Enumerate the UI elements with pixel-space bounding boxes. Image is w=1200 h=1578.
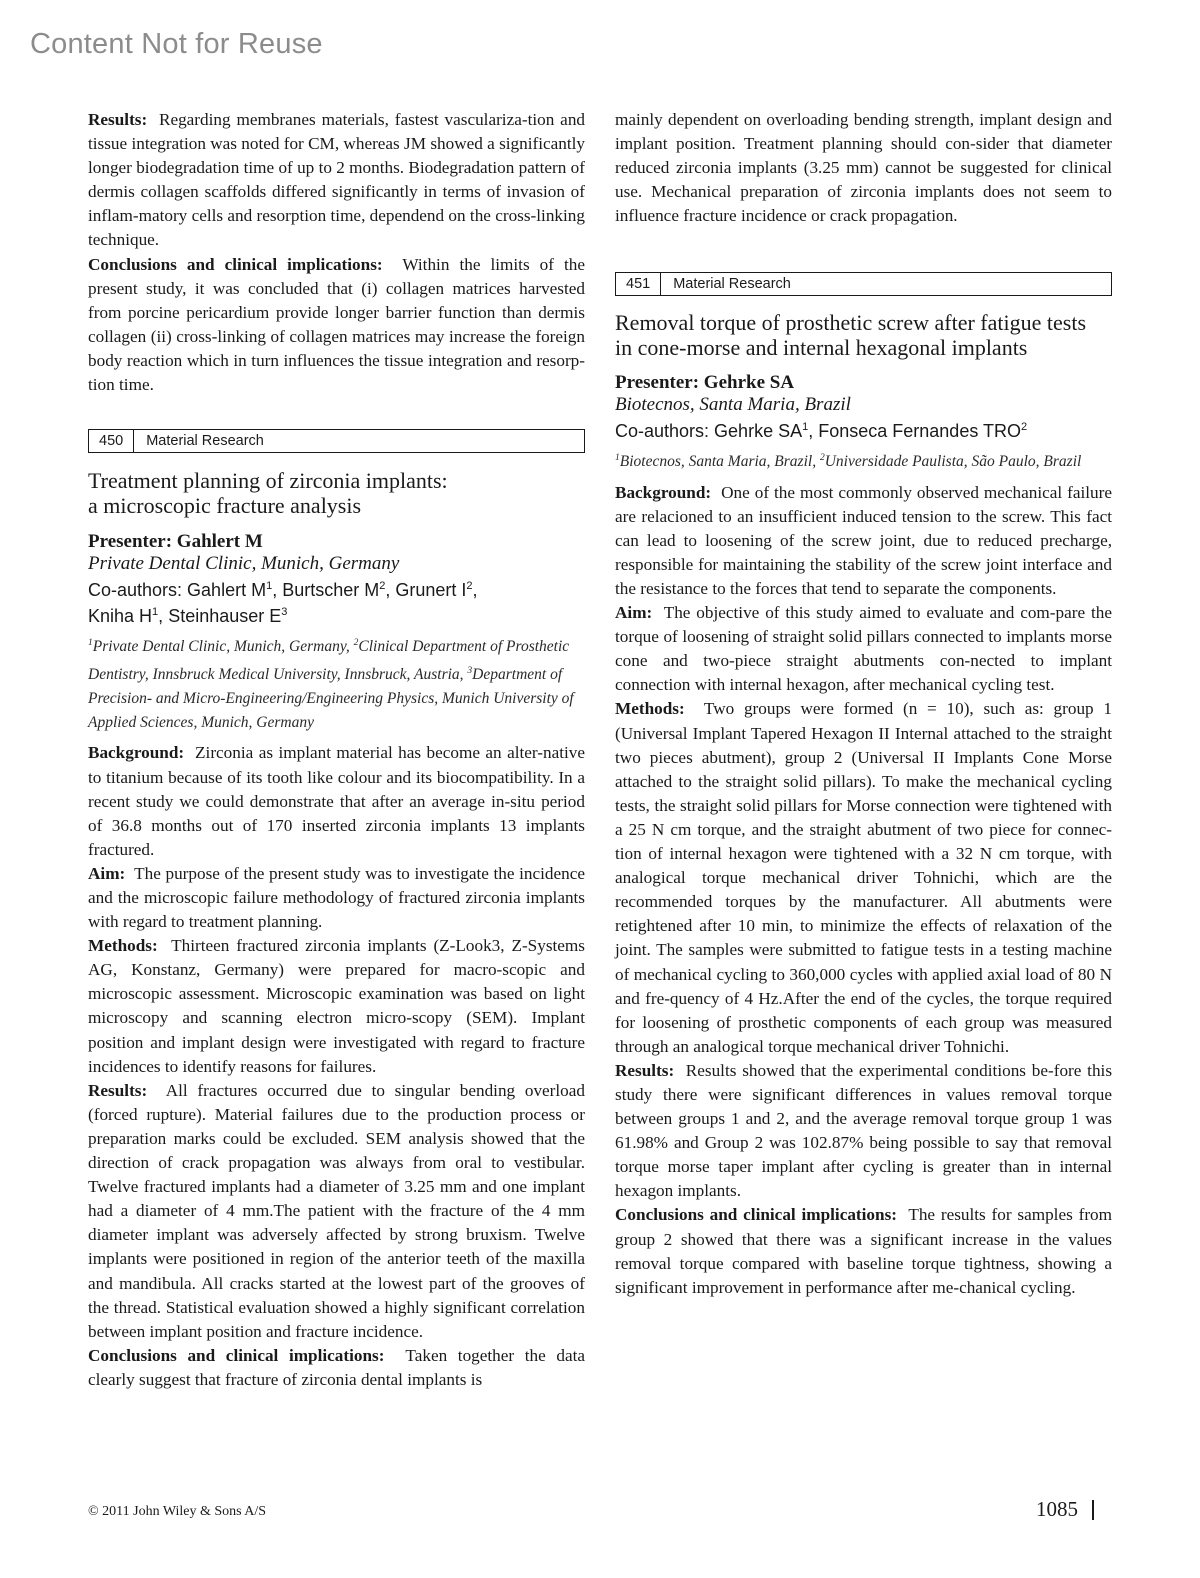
abstract-451-coauthors: Co-authors: Gehrke $SA^1$, Fonseca Fernandes TRO$^2$ bbox=[615, 421, 1028, 442]
abstract-450-conclusions: Conclusions and clinical implications: Taken together the data clearly suggest that fracture of zirconia dental implants is bbox=[88, 1345, 585, 1389]
prev-conclusions: Conclusions and clinical implications: Within the limits of the present study, it was concluded that (i) collagen matrices harvested from porcine pericardium provide longer barrier function than dermis collagen (ii) cross-linking of collagen matrices may increase the foreign body reaction which in turn influences the tissue integration and resorp-tion time. bbox=[88, 254, 585, 395]
abstract-450-results: Results: All fractures occurred due to singular bending overload (forced rupture). Material failures due to the production process or preparation marks could be excluded. SEM analysis showed that the direction of crack propagation was always from oral to vestibular. Twelve fractured implants had a diameter of 3.25 mm and one implant had a diameter of 4 mm.The patient with the fracture of the 4 mm diameter implant was adversely affected by strong bruxism. Twelve implants were positioned in region of the anterior teeth of the maxilla and mandibula. All cracks started at the lowest part of the grooves of the thread. Statistical evaluation showed a highly significant correlation between implant position and fracture incidence. bbox=[88, 1080, 585, 1341]
abstract-450-aim: Aim: The purpose of the present study was to investigate the incidence and the microscopic failure methodology of fractured zirconia implants with regard to treatment planning. bbox=[88, 863, 585, 932]
abstract-451-conclusions: Conclusions and clinical implications: The results for samples from group 2 showed that there was a significant increase in the values removal torque compared with baseline torque tightness, showing a significant improvement in performance after me-chanical cycling. bbox=[615, 1205, 1113, 1297]
abstract-451-results: Results: Results showed that the experimental conditions be-fore this study there were significant differences in values removal torque between groups 1 and 2, and the average removal torque group 1 was 61.98% and Group 2 was 102.87% being possible to say that removal torque morse taper implant after cycling is greater than in internal hexagon implants. bbox=[615, 1060, 1113, 1201]
abstract-450-presenter: Presenter: Gahlert M bbox=[88, 531, 263, 553]
abstract-451-methods: Methods: Two groups were formed (n = 10), such as: group 1 (Universal Implant Tapered Hexagon II Internal attached to the straight two pieces abutment), group 2 (Universal II Implants Cone Morse attached to the straight solid pillars). To make the mechanical cycling tests, the straight solid pillars for Morse connection were tightened with a 25 N cm torque, and the straight abutment of two piece for connec-tion of internal hexagon were tightened with a 32 N cm torque, with analogical torque mechanical driver Tohnichi, which are the recommended torques by the manufacturer. All abutments were retightened after 10 min, to minimize the effects of relaxation of the joint. The samples were submitted to fatigue tests in a testing machine of mechanical cycling to 360,000 cycles with applied axial load of 80 N and fre-quency of 4 Hz.After the end of the cycles, the torque required for loosening of prosthetic components of each group was measured through an analogical torque mechanical driver Tohnichi. bbox=[615, 699, 1112, 1056]
page-number-divider bbox=[1092, 1500, 1094, 1520]
abstract-451-aim: Aim: The objective of this study aimed to evaluate and com-pare the torque of loosening of straight solid pillars connected to implants morse cone and two-piece straight abutments con-nected to implant connection with internal hexagon, after mechanical cycling test. bbox=[615, 603, 1112, 695]
abstract-450-methods: Methods: Thirteen fractured zirconia implants (Z-Look3, Z-Systems AG, Konstanz, Germany) were prepared for macro-scopic and microscopic assessment. Microscopic examination was based on light microscopy and scanning electron micro-scopy (SEM). Implant position and implant design were investigated with regard to fracture incidences to identify reasons for failures. bbox=[88, 936, 585, 1076]
abstract-number: 450 bbox=[89, 430, 134, 452]
abstract-451-affiliations: $^1$Biotecnos, Santa Maria, Brazil, $^2$Universidade Paulista, São Paulo, Brazil bbox=[615, 453, 1082, 471]
copyright-footer: © 2011 John Wiley & Sons A/S bbox=[88, 1504, 267, 1519]
abstract-450-header bbox=[88, 429, 585, 453]
abstract-450-title: Treatment planning of zirconia implants: a microscopic fracture analysis bbox=[88, 468, 448, 519]
abstract-451-presenter-affiliation: Biotecnos, Santa Maria, Brazil bbox=[615, 394, 851, 416]
abstract-category: Material Research bbox=[673, 276, 791, 293]
left-column bbox=[88, 108, 585, 1392]
abstract-451-presenter: Presenter: Gehrke SA bbox=[615, 372, 795, 394]
abstract-450-affiliations: $^1$Private Dental Clinic, Munich, Germany, $^2$Clinical Department of Prosthetic Dentistry, Innsbruck Medical University, Innsbruck, Austria, $^3$Department of Precision- and Micro-Engineering/Engineering Physics, Munich University of Applied Sciences, Munich, Germany bbox=[88, 638, 574, 732]
abstract-450-presenter-affiliation: Private Dental Clinic, Munich, Germany bbox=[88, 553, 400, 575]
watermark: Content Not for Reuse bbox=[30, 28, 323, 60]
page-number: 1085 bbox=[1036, 1497, 1078, 1521]
abstract-number: 451 bbox=[616, 273, 661, 295]
abstract-450-coauthors: Co-authors: Gahlert $M^1$, Burtscher $M^2$, Grunert $I^2$, Kniha $H^1$, Steinhauser $E^3$ bbox=[88, 580, 478, 627]
abstract-450-background: Background: Zirconia as implant material has become an alter-native to titanium because of its tooth like colour and its biocompatibility. In a recent study we could demonstrate that after an average in-situ period of 36.8 months out of 170 inserted zirconia implants 13 implants fractured. bbox=[88, 743, 585, 859]
abstract-451-background: Background: One of the most commonly observed mechanical failure are relacioned to an insufficient induced tension to the screw. This fact can lead to loosening of the screw joint, due to reduced precharge, responsible for maintaining the stability of the screw joint interface and the resistance to the forces that tend to separate the components. bbox=[615, 482, 1113, 598]
abstract-451-title: Removal torque of prosthetic screw after fatigue tests in cone-morse and internal hexagonal implants bbox=[615, 310, 1087, 361]
prev-results: Results: Regarding membranes materials, fastest vasculariza-tion and tissue integration was noted for CM, whereas JM showed a significantly longer biodegradation time of up to 2 months. Biodegradation pattern of dermis collagen scaffolds differed significantly in terms of invasion of inflam-matory cells and resorption time, dependend on the cross-linking technique. bbox=[88, 110, 586, 250]
abstract-450-conclusions-continued: mainly dependent on overloading bending strength, implant design and implant position. Treatment planning should con-sider that diameter reduced zirconia implants (3.25 mm) cannot be suggested for clinical use. Mechanical preparation of zirconia implants does not seem to influence fracture incidence or crack propagation. bbox=[615, 110, 1112, 226]
abstract-451-header bbox=[615, 272, 1112, 296]
abstract-category: Material Research bbox=[146, 433, 264, 450]
page-number-footer bbox=[1036, 1497, 1094, 1522]
right-column bbox=[615, 108, 1112, 1300]
